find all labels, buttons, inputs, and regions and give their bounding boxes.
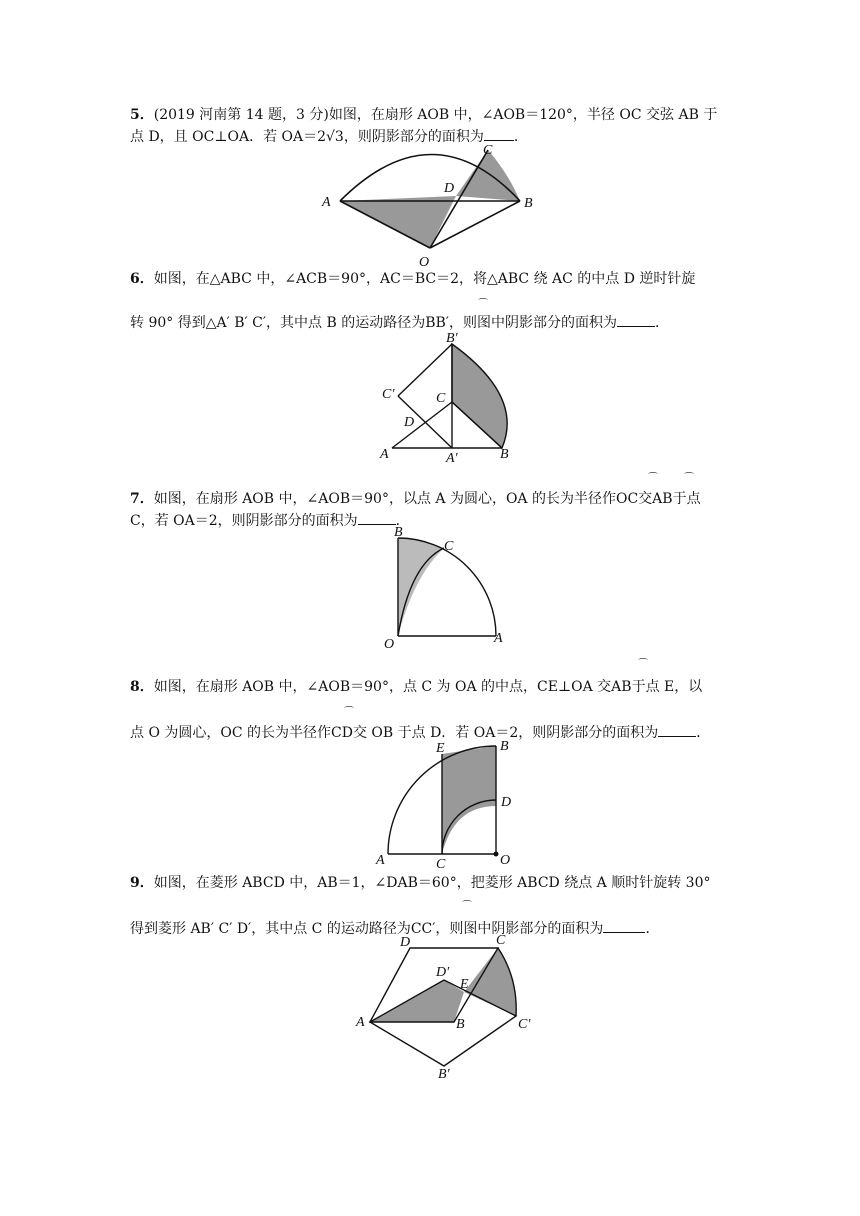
q8-label-o: O <box>500 853 511 868</box>
q7-label-b: B <box>394 525 403 540</box>
q6-figure <box>376 330 536 470</box>
q6-label-d: D <box>404 415 415 430</box>
q7-line2 <box>130 510 410 530</box>
q9-text-line2: 得到菱形 AB′ C′ D′，其中点 C 的运动路径为CC′，则图中阴影部分的面积为 <box>130 921 604 937</box>
q7-arc-mark-oc: ⌒ <box>648 473 658 484</box>
q9-answer-blank[interactable] <box>603 918 645 933</box>
q6-side-c1b1 <box>398 344 452 396</box>
q7-arc-mark-ab: ⌒ <box>684 473 694 484</box>
q8-answer-blank[interactable] <box>658 722 696 737</box>
q7-line1 <box>130 488 701 508</box>
q9-label-a: A <box>356 1015 365 1030</box>
q8-label-e: E <box>436 741 445 756</box>
q7-label-o: O <box>384 637 395 652</box>
q7-end-mark: ． <box>395 513 410 529</box>
q9-label-d1: D′ <box>436 965 450 980</box>
q9-figure <box>352 928 542 1082</box>
q8-number: 8． <box>130 679 154 695</box>
q6-label-b: B <box>500 447 509 462</box>
q8-line1 <box>130 676 702 696</box>
q5-shade-triangle <box>340 196 456 248</box>
q9-label-c1: C′ <box>518 1017 531 1032</box>
q9-label-b1: B′ <box>438 1067 450 1082</box>
q9-end-mark: ． <box>645 921 660 937</box>
q6-line1 <box>130 268 695 288</box>
q6-text-line1: 如图，在△ABC 中，∠ACB＝90°，AC＝BC＝2，将△ABC 绕 AC 的中点 D 逆时针旋 <box>153 271 696 287</box>
q9-label-e: E <box>460 977 469 992</box>
q5-line1 <box>130 104 717 124</box>
q6-end-mark: ． <box>654 315 669 331</box>
q6-arc-mark-bb: ⌒ <box>478 299 488 310</box>
q8-arc-mark-ab: ⌒ <box>638 659 648 670</box>
q5-label-a: A <box>322 195 331 210</box>
q8-figure <box>374 736 524 874</box>
q6-label-b1: B′ <box>446 331 458 346</box>
q8-label-a: A <box>376 853 385 868</box>
q8-point-o <box>494 852 499 857</box>
q8-label-b: B <box>500 739 509 754</box>
q5-label-c: C <box>483 143 493 158</box>
q6-text-line2: 转 90° 得到△A′ B′ C′，其中点 B 的运动路径为BB′，则图中阴影部分的面积为 <box>130 315 617 331</box>
q9-label-b: B <box>456 1017 465 1032</box>
q9-number: 9． <box>130 875 154 891</box>
q6-shade-region <box>452 344 507 448</box>
q5-label-d: D <box>444 181 455 196</box>
q7-label-c: C <box>444 539 454 554</box>
q6-side-ac <box>392 402 452 448</box>
q8-label-d: D <box>501 795 512 810</box>
q9-text-line1: 如图，在菱形 ABCD 中，AB＝1，∠DAB＝60°，把菱形 ABCD 绕点 A 顺时针旋转 30° <box>153 875 711 891</box>
q9-label-d: D <box>400 935 411 950</box>
q5-text-line2: 点 D，且 OC⊥OA．若 OA＝2√3，则阴影部分的面积为 <box>130 129 484 145</box>
q9-shade-right <box>464 948 516 1016</box>
q6-label-c: C <box>436 391 446 406</box>
q6-label-c1: C′ <box>382 387 395 402</box>
q7-text-line2: C，若 OA＝2，则阴影部分的面积为 <box>130 513 358 529</box>
q8-end-mark: ． <box>696 725 711 741</box>
q9-arc-mark-cc: ⌒ <box>462 901 472 912</box>
q9-shade-left <box>370 980 464 1022</box>
q5-end-mark: ． <box>513 129 528 145</box>
q7-number: 7． <box>130 491 154 507</box>
q8-text-line2: 点 O 为圆心，OC 的长为半径作CD交 OB 于点 D．若 OA＝2，则阴影部分的面积为 <box>130 725 659 741</box>
q7-label-a: A <box>494 631 503 646</box>
q9-label-c: C <box>496 933 506 948</box>
q6-line2 <box>130 312 669 332</box>
q7-answer-blank[interactable] <box>358 510 396 525</box>
q7-text-line1: 如图，在扇形 AOB 中，∠AOB＝90°，以点 A 为圆心，OA 的长为半径作OC交AB于点 <box>153 491 701 507</box>
q5-figure <box>318 138 548 268</box>
q5-text-line1: (2019 河南第 14 题，3 分)如图，在扇形 AOB 中，∠AOB＝120°，半径 OC 交弦 AB 于 <box>153 107 718 123</box>
q6-label-a1: A′ <box>446 451 458 466</box>
q6-answer-blank[interactable] <box>617 312 655 327</box>
q8-text-line1: 如图，在扇形 AOB 中，∠AOB＝90°，点 C 为 OA 的中点，CE⊥OA 交AB于点 E，以 <box>153 679 703 695</box>
q7-figure <box>380 524 520 654</box>
q8-arc-mark-cd: ⌒ <box>344 707 354 718</box>
q9-line1 <box>130 872 711 892</box>
q8-label-c: C <box>436 857 446 872</box>
q5-label-o: O <box>419 255 430 270</box>
q6-number: 6． <box>130 271 154 287</box>
q5-number: 5． <box>130 107 154 123</box>
q6-label-a: A <box>380 447 389 462</box>
q5-label-b: B <box>524 196 533 211</box>
